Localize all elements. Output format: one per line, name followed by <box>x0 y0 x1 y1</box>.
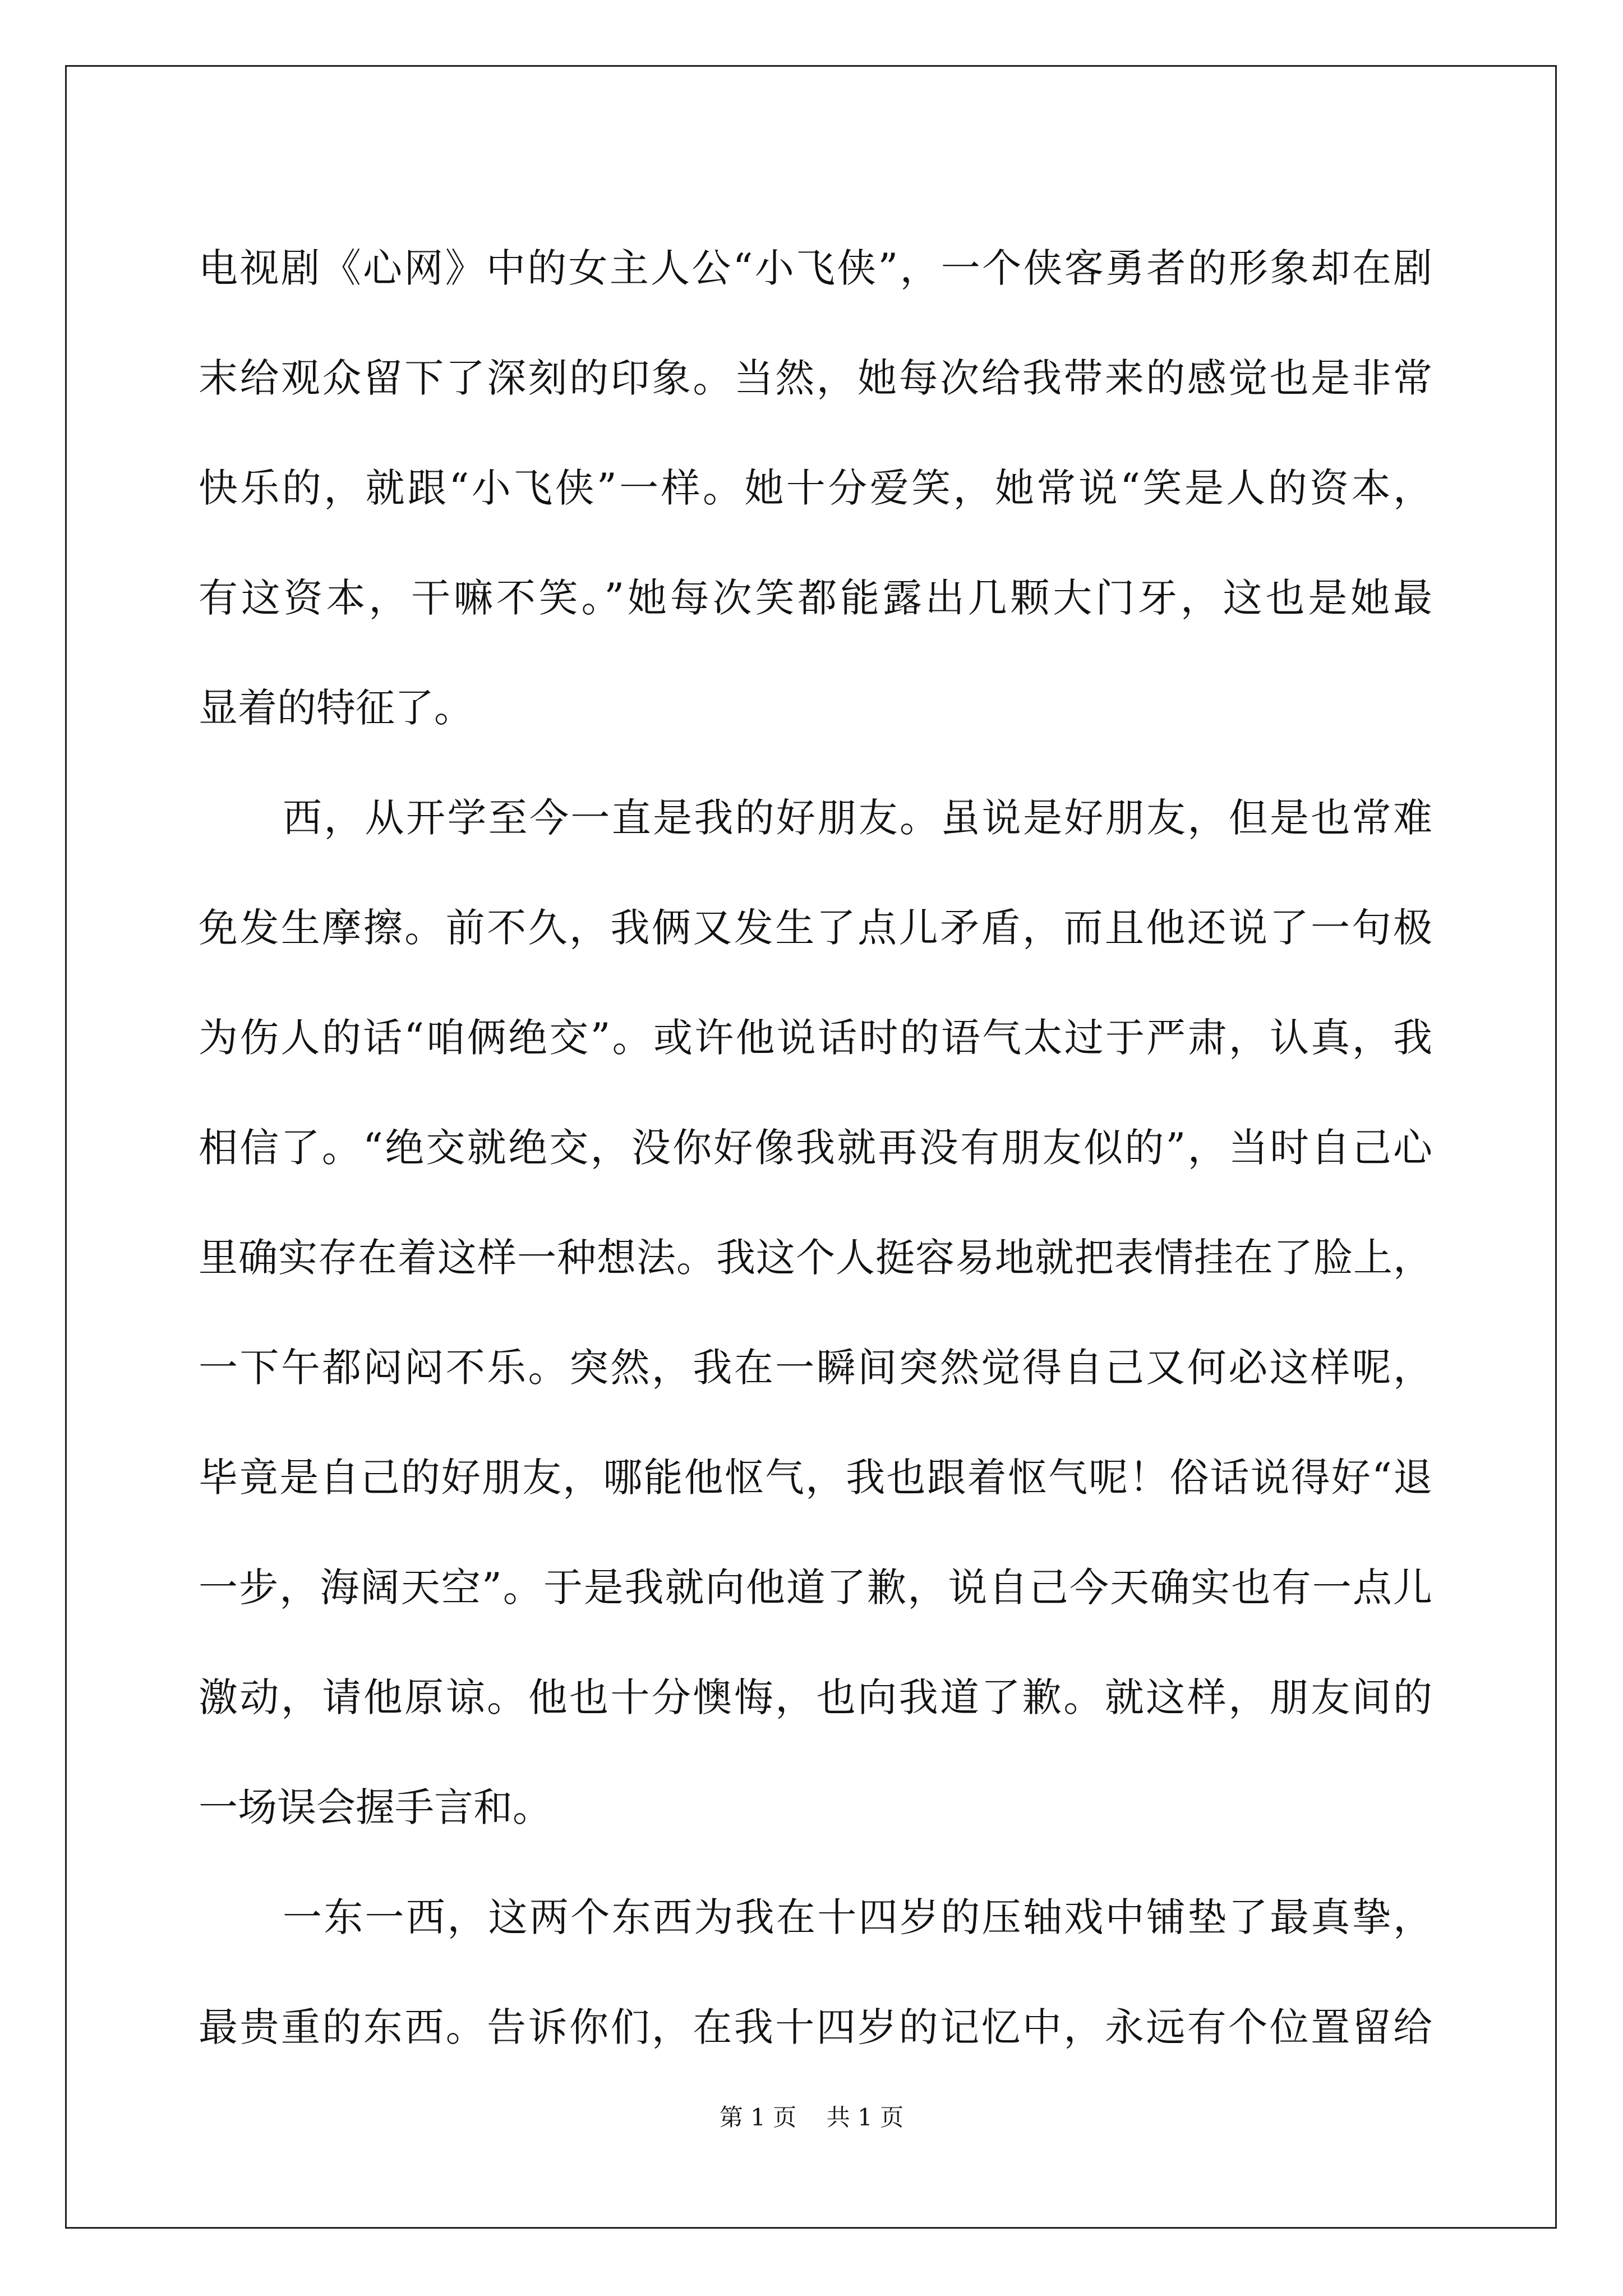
text-line: 西，从开学至今一直是我的好朋友。虽说是好朋友，但是也常难 <box>283 795 1432 841</box>
text-line: 里确实存在着这样一种想法。我这个人挺容易地就把表情挂在了脸上， <box>199 1235 1432 1281</box>
text-line: 一下午都闷闷不乐。突然，我在一瞬间突然觉得自己又何必这样呢， <box>199 1345 1432 1391</box>
text-line: 电视剧《心网》中的女主人公“小飞侠”，一个侠客勇者的形象却在剧 <box>199 245 1432 291</box>
text-line: 快乐的，就跟“小飞侠”一样。她十分爱笑，她常说“笑是人的资本， <box>199 465 1432 511</box>
page-footer: 第 1 页 共 1 页 <box>719 2104 904 2131</box>
text-line: 毕竟是自己的好朋友，哪能他怄气，我也跟着怄气呢！俗话说得好“退 <box>199 1455 1432 1501</box>
text-line: 显着的特征了。 <box>199 685 473 731</box>
text-line: 末给观众留下了深刻的印象。当然，她每次给我带来的感觉也是非常 <box>199 355 1432 401</box>
document-body <box>199 213 1432 2082</box>
text-line: 为伤人的话“咱俩绝交”。或许他说话时的语气太过于严肃，认真，我 <box>199 1015 1432 1061</box>
text-line: 一场误会握手言和。 <box>199 1784 552 1830</box>
text-line: 最贵重的东西。告诉你们，在我十四岁的记忆中，永远有个位置留给 <box>199 2004 1432 2050</box>
text-line: 一步，海阔天空”。于是我就向他道了歉，说自己今天确实也有一点儿 <box>199 1565 1432 1611</box>
text-line: 一东一西，这两个东西为我在十四岁的压轴戏中铺垫了最真挚， <box>283 1894 1432 1940</box>
text-line: 免发生摩擦。前不久，我俩又发生了点儿矛盾，而且他还说了一句极 <box>199 905 1432 951</box>
text-line: 相信了。“绝交就绝交，没你好像我就再没有朋友似的”，当时自己心 <box>199 1125 1432 1171</box>
text-line: 激动，请他原谅。他也十分懊悔，也向我道了歉。就这样，朋友间的 <box>199 1674 1432 1720</box>
text-line: 有这资本，干嘛不笑。”她每次笑都能露出几颗大门牙，这也是她最 <box>199 575 1432 621</box>
